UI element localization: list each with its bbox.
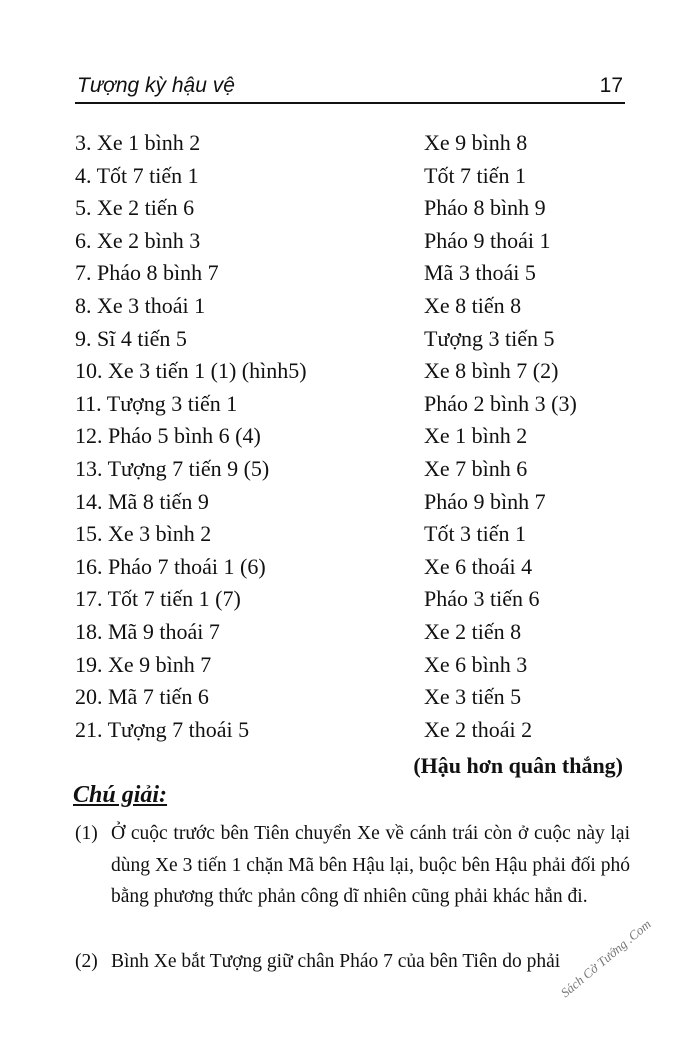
move-right: Pháo 8 bình 9	[424, 195, 546, 221]
watermark: Sách Cờ Tướng .Com	[557, 916, 654, 1001]
move-left: 21. Tượng 7 thoái 5	[75, 716, 250, 742]
note-text: Ở cuộc trước bên Tiên chuyển Xe về cánh trái còn ở cuộc này lại dùng Xe 3 tiến 1 chặn Mã bên Hậu lại, buộc bên Hậu phải đối phó bằng phương thức phản công dĩ nhiên cũng phải khác hẳn đi.	[111, 823, 630, 907]
move-row	[0, 652, 700, 685]
move-right: Xe 7 bình 6	[424, 455, 528, 481]
move-right: Xe 3 tiến 5	[424, 684, 522, 710]
move-row	[0, 456, 700, 489]
running-title: Tượng kỳ hậu vệ	[77, 74, 235, 97]
move-left: 9. Sĩ 4 tiến 5	[75, 325, 187, 351]
move-left: 3. Xe 1 bình 2	[75, 130, 201, 155]
move-row	[0, 489, 700, 522]
move-left: 10. Xe 3 tiến 1 (1) (hình5)	[75, 358, 307, 384]
move-right: Xe 8 tiến 8	[424, 292, 522, 318]
move-left: 18. Mã 9 thoái 7	[75, 618, 220, 644]
notes-heading: Chú giải:	[73, 782, 168, 808]
move-left: 5. Xe 2 tiến 6	[75, 195, 195, 221]
note-text: Bình Xe bắt Tượng giữ chân Pháo 7 của bên Tiên do phải	[111, 951, 561, 972]
move-row	[0, 293, 700, 326]
move-right: Xe 1 bình 2	[424, 423, 528, 449]
page-number: 17	[599, 74, 623, 97]
move-row	[0, 195, 700, 228]
move-left: 17. Tốt 7 tiến 1 (7)	[75, 586, 241, 612]
note-number: (1)	[75, 823, 98, 844]
move-left: 7. Pháo 8 bình 7	[75, 260, 219, 286]
move-row	[0, 163, 700, 196]
move-right: Pháo 9 thoái 1	[424, 227, 551, 253]
move-right: Mã 3 thoái 5	[424, 260, 536, 286]
move-left: 12. Pháo 5 bình 6 (4)	[75, 423, 261, 449]
note-item	[75, 818, 630, 913]
move-left: 20. Mã 7 tiến 6	[75, 684, 209, 710]
move-left: 16. Pháo 7 thoái 1 (6)	[75, 553, 266, 579]
header-rule	[75, 102, 625, 104]
move-right: Xe 2 thoái 2	[424, 716, 533, 742]
move-row	[0, 130, 700, 163]
move-left: 15. Xe 3 bình 2	[75, 521, 212, 547]
move-row	[0, 554, 700, 587]
move-left: 13. Tượng 7 tiến 9 (5)	[75, 455, 270, 481]
move-right: Xe 9 bình 8	[424, 130, 528, 155]
move-right: Pháo 3 tiến 6	[424, 586, 540, 612]
move-row	[0, 326, 700, 359]
move-right: Xe 6 thoái 4	[424, 553, 533, 579]
move-right: Pháo 2 bình 3 (3)	[424, 390, 577, 416]
move-row	[0, 423, 700, 456]
move-left: 4. Tốt 7 tiến 1	[75, 162, 199, 188]
move-row	[0, 684, 700, 717]
move-left: 6. Xe 2 bình 3	[75, 227, 201, 253]
move-right: Pháo 9 bình 7	[424, 488, 546, 514]
note-number: (2)	[75, 951, 98, 972]
move-row	[0, 228, 700, 261]
move-row	[0, 391, 700, 424]
game-result: (Hậu hơn quân thắng)	[413, 753, 623, 778]
move-row	[0, 358, 700, 391]
move-right: Tốt 3 tiến 1	[424, 521, 527, 547]
move-right: Xe 6 bình 3	[424, 651, 528, 677]
page-header	[75, 74, 625, 104]
moves-list	[0, 130, 700, 749]
move-row	[0, 619, 700, 652]
move-row	[0, 260, 700, 293]
move-right: Tốt 7 tiến 1	[424, 162, 527, 188]
move-right: Tượng 3 tiến 5	[424, 325, 555, 351]
move-left: 8. Xe 3 thoái 1	[75, 292, 206, 318]
move-left: 14. Mã 8 tiến 9	[75, 488, 209, 514]
move-right: Xe 2 tiến 8	[424, 618, 522, 644]
note-item	[75, 946, 630, 978]
move-left: 19. Xe 9 bình 7	[75, 651, 212, 677]
move-row	[0, 586, 700, 619]
move-row	[0, 717, 700, 750]
move-left: 11. Tượng 3 tiến 1	[75, 390, 238, 416]
move-row	[0, 521, 700, 554]
move-right: Xe 8 bình 7 (2)	[424, 358, 559, 384]
